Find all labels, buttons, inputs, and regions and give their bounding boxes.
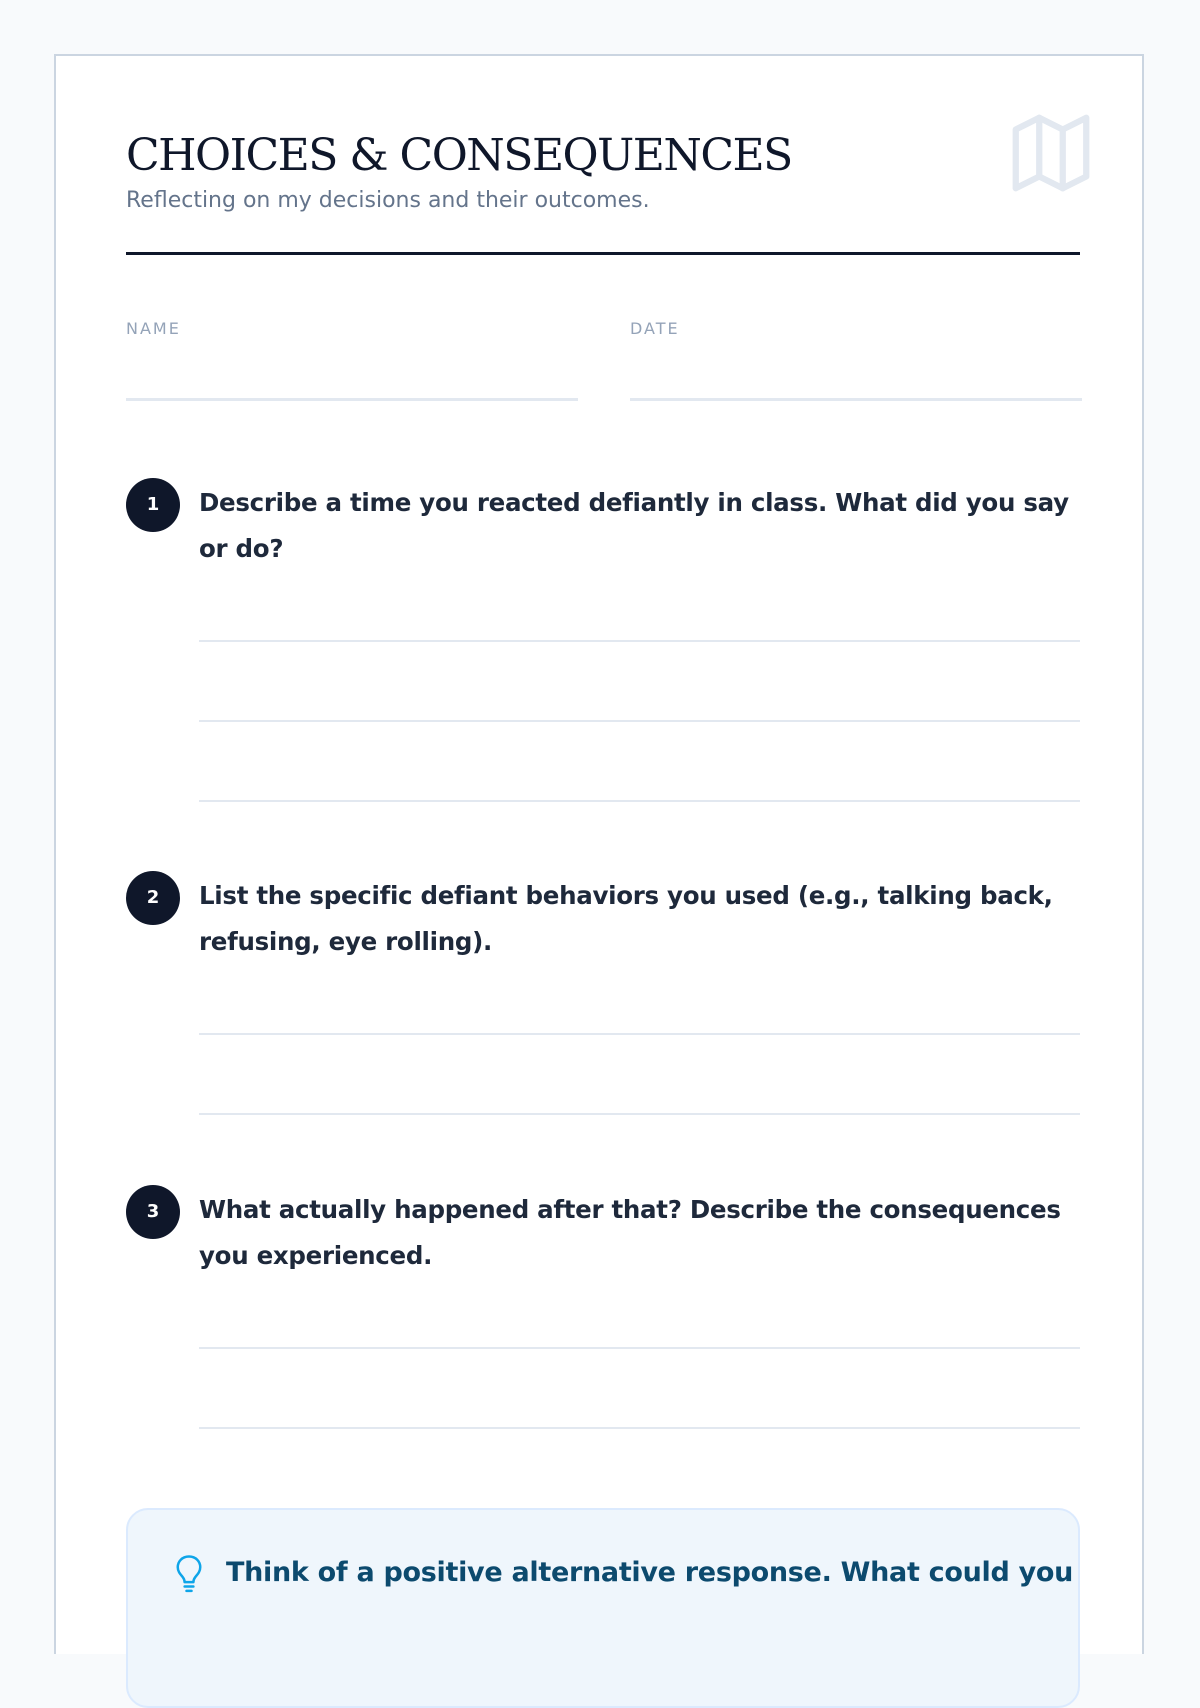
- name-label: NAME: [126, 319, 181, 338]
- date-field[interactable]: [630, 318, 1082, 340]
- lightbulb-icon: [174, 1554, 204, 1594]
- question-text: What actually happened after that? Describe the consequences you experienced.: [199, 1195, 1061, 1270]
- worksheet-header: [126, 126, 1080, 255]
- question-number-badge: 1: [126, 478, 180, 532]
- page-title: CHOICES & CONSEQUENCES: [126, 130, 792, 181]
- date-label: DATE: [630, 319, 680, 338]
- answer-line[interactable]: [199, 640, 1080, 642]
- answer-line[interactable]: [199, 1347, 1080, 1349]
- question-number-badge: 3: [126, 1185, 180, 1239]
- answer-line[interactable]: [199, 720, 1080, 722]
- answer-line[interactable]: [199, 1427, 1080, 1429]
- page-subtitle: Reflecting on my decisions and their outcomes.: [126, 188, 650, 213]
- date-write-line[interactable]: [630, 398, 1082, 401]
- tip-text: Think of a positive alternative response. What could you: [226, 1557, 1074, 1588]
- name-field[interactable]: [126, 318, 578, 340]
- map-icon: [1004, 106, 1098, 200]
- tip-box: [126, 1508, 1080, 1708]
- answer-line[interactable]: [199, 1033, 1080, 1035]
- answer-line[interactable]: [199, 1113, 1080, 1115]
- name-write-line[interactable]: [126, 398, 578, 401]
- question-number-badge: 2: [126, 871, 180, 925]
- question-text: List the specific defiant behaviors you used (e.g., talking back, refusing, eye rolling).: [199, 881, 1053, 956]
- worksheet-page: [54, 54, 1144, 1654]
- question-text: Describe a time you reacted defiantly in class. What did you say or do?: [199, 488, 1069, 563]
- answer-line[interactable]: [199, 800, 1080, 802]
